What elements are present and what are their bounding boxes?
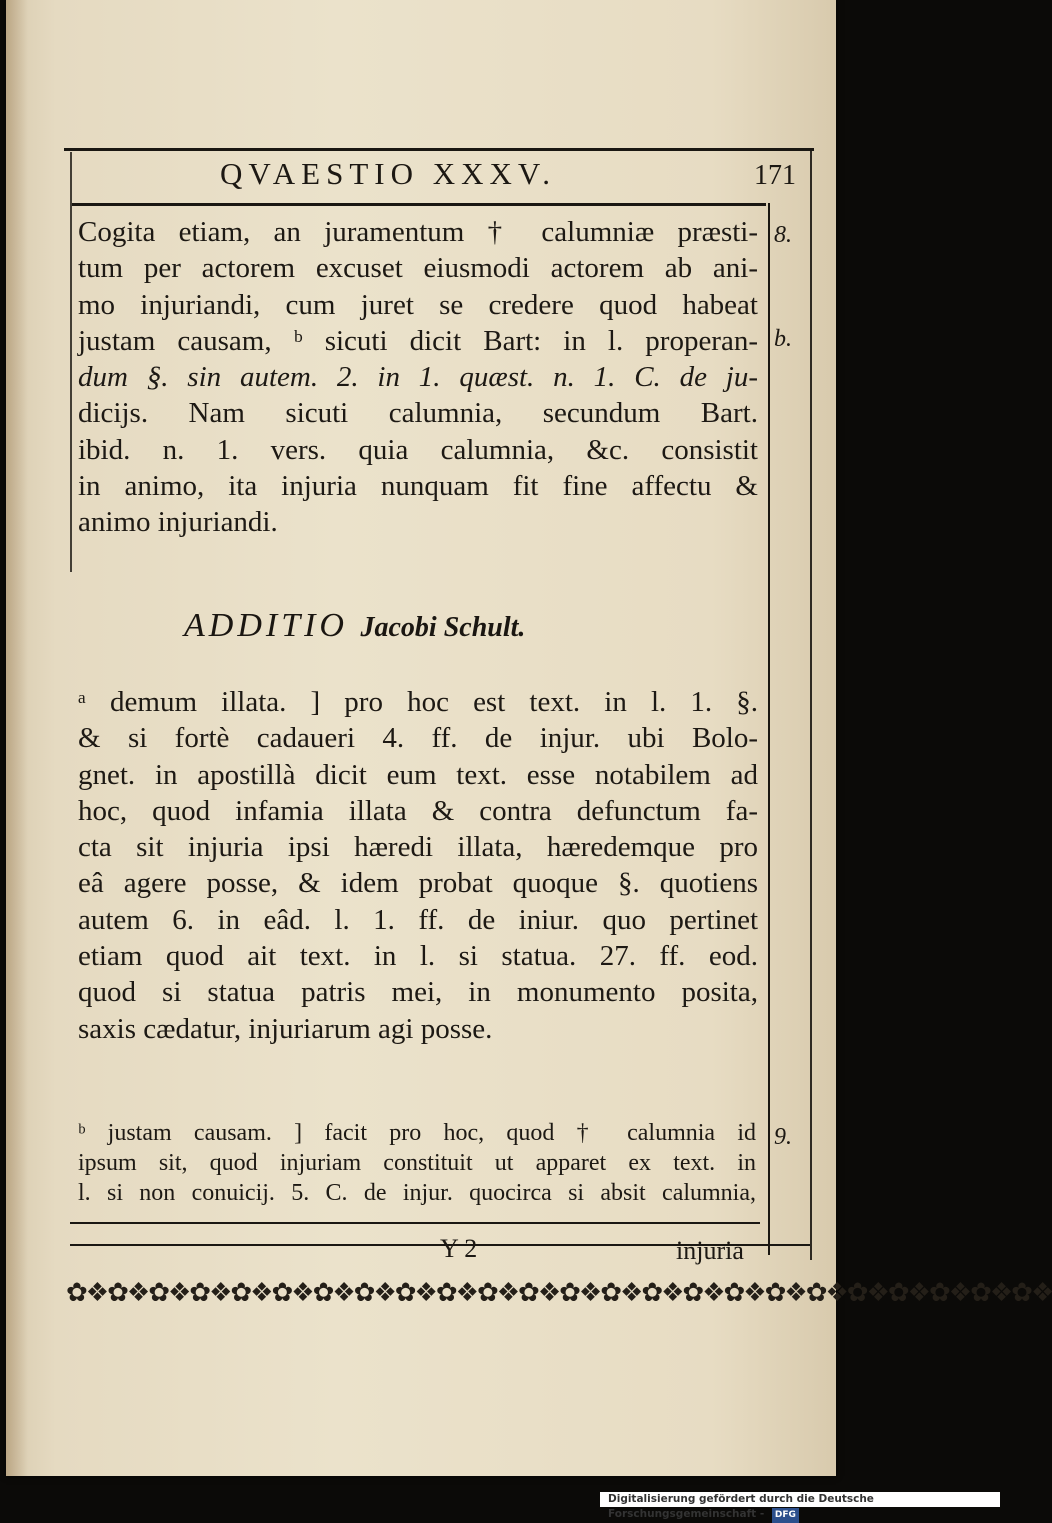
- text-line: hoc, quod infamia illata & contra defunctum fa-: [78, 794, 758, 827]
- text-line: ipsum sit, quod injuriam constituit ut apparet ex text. in: [78, 1150, 756, 1176]
- text-line: dicijs. Nam sicuti calumnia, secundum Bart.: [78, 397, 758, 430]
- header-rule: [72, 203, 766, 206]
- addition-title: ADDITIO: [184, 607, 348, 644]
- frame-rule-right: [768, 203, 770, 1255]
- text-line: mo injuriandi, cum juret se credere quod habeat: [78, 288, 758, 321]
- text-line: saxis cædatur, injuriarum agi posse.: [78, 1012, 493, 1045]
- digitization-footer: [600, 1492, 1000, 1520]
- text-line: animo injuriandi.: [78, 506, 278, 539]
- page-number: 171: [754, 160, 796, 191]
- addition-author: Jacobi Schult.: [360, 612, 526, 643]
- margin-note: b.: [774, 326, 792, 352]
- text-line: ᵃ demum illata. ] pro hoc est text. in l. 1. §.: [78, 686, 758, 718]
- text-line: in animo, ita injuria nunquam fit fine affectu &: [78, 470, 758, 503]
- text-line: l. si non conuicij. 5. C. de injur. quocirca si absit calumnia,: [78, 1180, 756, 1206]
- text-line: tum per actorem excuset eiusmodi actorem ab ani-: [78, 252, 758, 285]
- margin-note: 9.: [774, 1124, 792, 1150]
- text-line: cta sit injuria ipsi hæredi illata, hæredemque pro: [78, 831, 758, 864]
- main-paragraph: [78, 214, 758, 541]
- dfg-logo[interactable]: DFG: [772, 1508, 799, 1523]
- text-line: justam causam, ᵇ sicuti dicit Bart: in l. properan-: [78, 324, 758, 357]
- addition-note-a: [78, 684, 758, 1047]
- running-head: QVAESTIO XXXV.: [220, 156, 557, 191]
- footnote-b: [78, 1118, 756, 1208]
- signature-mark: Y 2: [440, 1234, 478, 1263]
- text-line: ᵇ justam causam. ] facit pro hoc, quod † calumnia id: [78, 1120, 756, 1146]
- digitization-credit: Digitalisierung gefördert durch die Deutsche Forschungsgemeinschaft -: [608, 1493, 874, 1520]
- text-line: gnet. in apostillà dicit eum text. esse notabilem ad: [78, 758, 758, 791]
- ornament-border: ✿❖✿❖✿❖✿❖✿❖✿❖✿❖✿❖✿❖✿❖✿❖✿❖✿❖✿❖✿❖✿❖✿❖✿❖✿❖✿❖✿❖✿❖✿❖✿❖: [66, 1278, 1052, 1307]
- frame-rule-top: [64, 148, 814, 151]
- frame-rule-left: [70, 152, 72, 572]
- margin-note: 8.: [774, 222, 792, 248]
- text-line: ibid. n. 1. vers. quia calumnia, &c. consistit: [78, 433, 758, 466]
- catchword: injuria: [676, 1236, 744, 1265]
- text-line: & si fortè cadaueri 4. ff. de injur. ubi Bolo-: [78, 722, 758, 755]
- addition-heading: [184, 607, 684, 645]
- frame-rule-bottom: [70, 1222, 760, 1224]
- text-line: autem 6. in eâd. l. 1. ff. de iniur. quo pertinet: [78, 903, 758, 936]
- text-line: Cogita etiam, an juramentum † calumniæ præsti-: [78, 216, 758, 248]
- text-line: etiam quod ait text. in l. si statua. 27. ff. eod.: [78, 940, 758, 973]
- text-line: eâ agere posse, & idem probat quoque §. quotiens: [78, 867, 758, 900]
- frame-rule-outer-right: [810, 150, 812, 1260]
- text-line: quod si statua patris mei, in monumento posita,: [78, 976, 758, 1009]
- text-line: dum §. sin autem. 2. in 1. quæst. n. 1. C. de ju-: [78, 361, 758, 394]
